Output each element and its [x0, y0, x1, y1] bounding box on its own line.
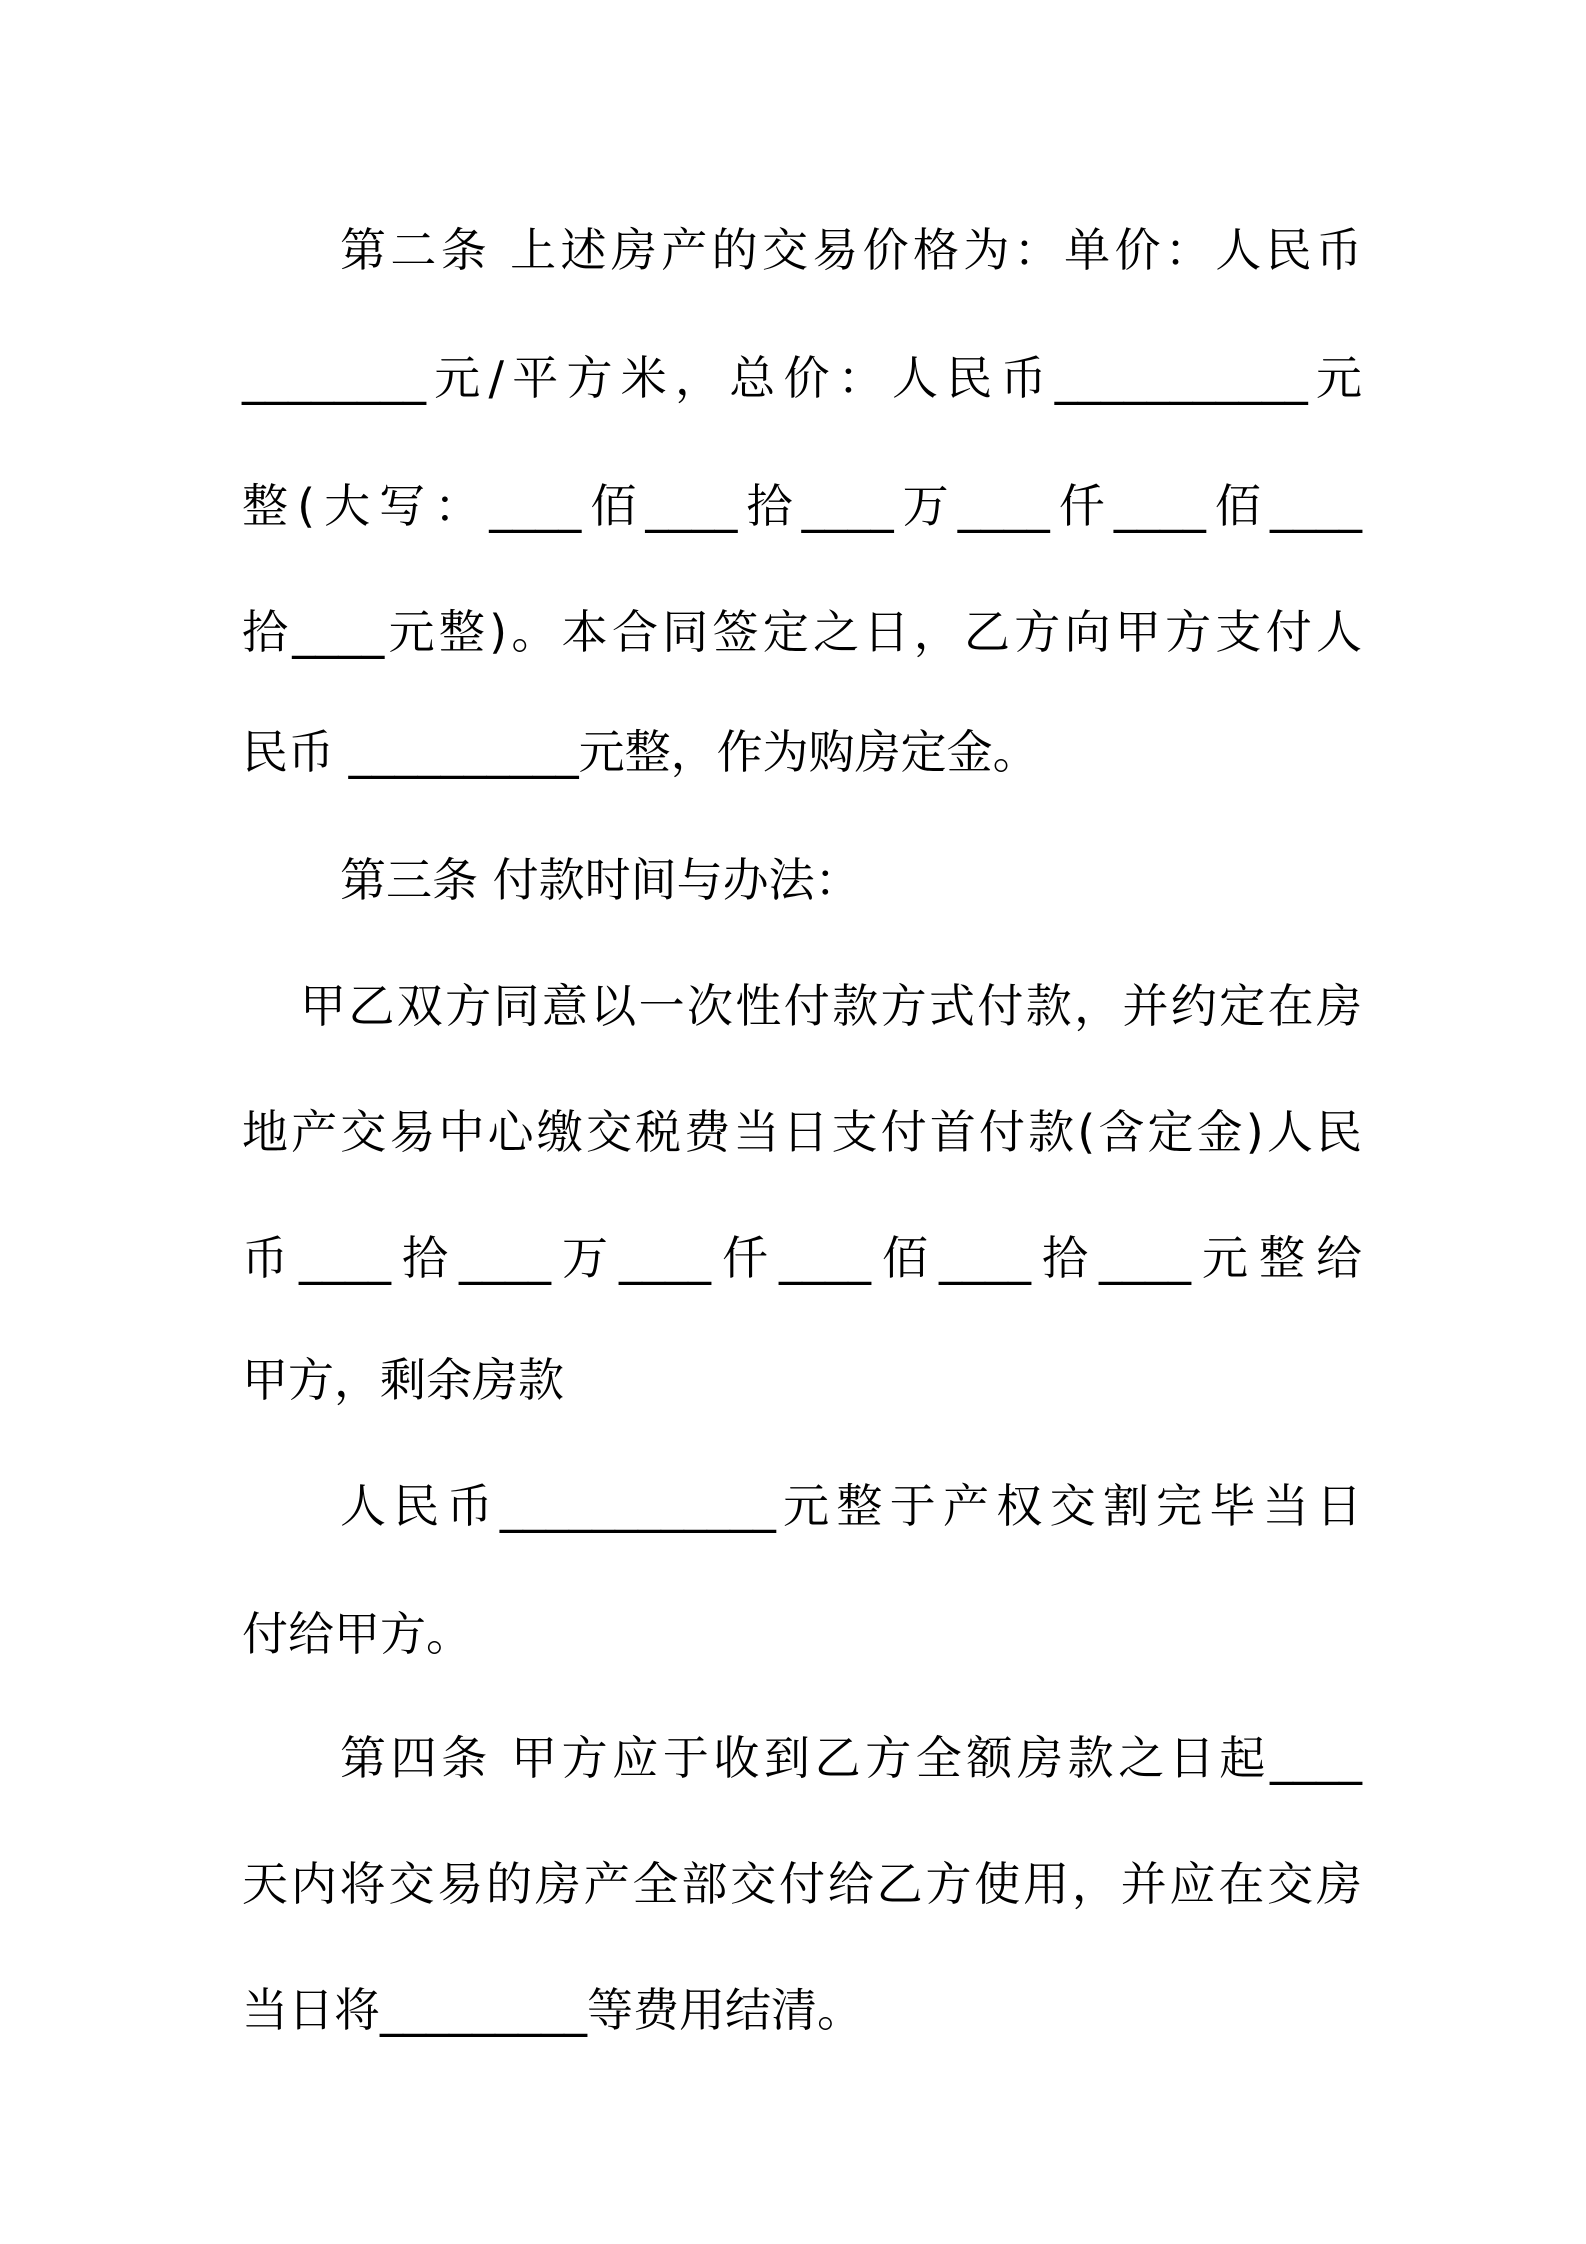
article-2-line-1: 第二条 上述房产的交易价格为：单价：人民币	[340, 223, 1362, 277]
article-3-heading: 第三条 付款时间与办法：	[340, 853, 861, 907]
article-2-line-4: 拾____元整)。本合同签定之日，乙方向甲方支付人	[242, 605, 1362, 659]
article-4-line-3: 当日将_________等费用结清。	[242, 1983, 863, 2037]
article-3-line-5: 人民币____________元整于产权交割完毕当日	[340, 1479, 1362, 1533]
article-4-line-2: 天内将交易的房产全部交付给乙方使用，并应在交房	[242, 1857, 1362, 1911]
article-3-line-2: 地产交易中心缴交税费当日支付首付款(含定金)人民	[242, 1105, 1362, 1159]
article-2-line-5: 民币 __________元整，作为购房定金。	[242, 725, 1039, 779]
article-3-line-4: 甲方，剩余房款	[242, 1353, 564, 1407]
article-3-line-6: 付给甲方。	[242, 1607, 472, 1661]
article-3-line-1: 甲乙双方同意以一次性付款方式付款，并约定在房	[300, 979, 1362, 1033]
article-4-line-1: 第四条 甲方应于收到乙方全额房款之日起____	[340, 1731, 1362, 1785]
article-2-line-2: ________元/平方米，总价：人民币___________元	[242, 351, 1362, 405]
article-3-line-3: 币____拾____万____仟____佰____拾____元整给	[242, 1231, 1362, 1285]
article-2-line-3: 整(大写：____佰____拾____万____仟____佰____	[242, 479, 1362, 533]
